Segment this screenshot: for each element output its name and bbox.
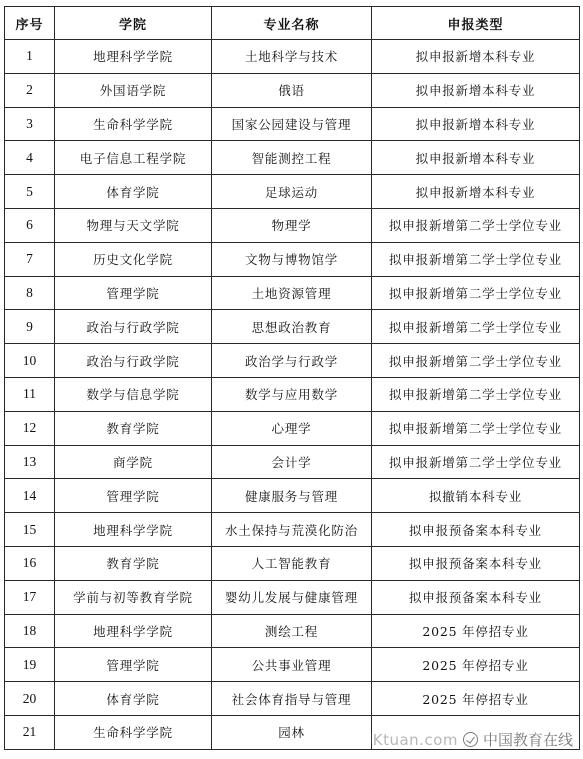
- cell-no: 14: [5, 479, 55, 513]
- cell-type: 拟申报新增第二学士学位专业: [372, 208, 580, 242]
- table-row: [5, 445, 580, 479]
- cell-major: 公共事业管理: [212, 648, 372, 682]
- table-row: [5, 614, 580, 648]
- cell-major: 心理学: [212, 411, 372, 445]
- cell-type: 拟申报新增第二学士学位专业: [372, 377, 580, 411]
- cell-college: 管理学院: [55, 648, 212, 682]
- table-row: [5, 242, 580, 276]
- header-no: 序号: [5, 7, 55, 40]
- cell-no: 18: [5, 614, 55, 648]
- cell-no: 6: [5, 208, 55, 242]
- cell-major: 俄语: [212, 73, 372, 107]
- cell-no: 12: [5, 411, 55, 445]
- cell-no: 10: [5, 344, 55, 378]
- cell-no: 5: [5, 175, 55, 209]
- table-row: [5, 682, 580, 716]
- cell-college: 地理科学学院: [55, 614, 212, 648]
- table-row: [5, 276, 580, 310]
- cell-college: 历史文化学院: [55, 242, 212, 276]
- cell-major: 社会体育指导与管理: [212, 682, 372, 716]
- cell-college: 外国语学院: [55, 73, 212, 107]
- cell-no: 2: [5, 73, 55, 107]
- header-type: 申报类型: [372, 7, 580, 40]
- cell-type: 拟申报新增第二学士学位专业: [372, 276, 580, 310]
- cell-major: 物理学: [212, 208, 372, 242]
- table-row: [5, 73, 580, 107]
- cell-no: 17: [5, 580, 55, 614]
- table-row: [5, 310, 580, 344]
- cell-no: 3: [5, 107, 55, 141]
- cell-type: 拟申报预备案本科专业: [372, 580, 580, 614]
- table-row: [5, 580, 580, 614]
- watermark-site: Ktuan.com: [372, 730, 458, 749]
- table-row: [5, 715, 580, 749]
- cell-no: 9: [5, 310, 55, 344]
- cell-no: 8: [5, 276, 55, 310]
- cell-no: 4: [5, 141, 55, 175]
- cell-major: 土地资源管理: [212, 276, 372, 310]
- table-header: [5, 7, 580, 40]
- cell-college: 政治与行政学院: [55, 344, 212, 378]
- table-row: [5, 141, 580, 175]
- cell-college: 学前与初等教育学院: [55, 580, 212, 614]
- major-application-table: [4, 6, 580, 750]
- cell-no: 7: [5, 242, 55, 276]
- cell-college: 管理学院: [55, 276, 212, 310]
- header-row: [5, 7, 580, 40]
- table-row: [5, 479, 580, 513]
- cell-type: 拟申报新增本科专业: [372, 107, 580, 141]
- table-row: [5, 107, 580, 141]
- cell-major: 思想政治教育: [212, 310, 372, 344]
- cell-type: 拟申报预备案本科专业: [372, 513, 580, 547]
- header-major: 专业名称: [212, 7, 372, 40]
- cell-college: 体育学院: [55, 175, 212, 209]
- cell-college: 生命科学学院: [55, 107, 212, 141]
- table-row: [5, 411, 580, 445]
- cell-major: 政治学与行政学: [212, 344, 372, 378]
- cell-no: 1: [5, 40, 55, 74]
- header-college: 学院: [55, 7, 212, 40]
- cell-type: 拟申报新增本科专业: [372, 73, 580, 107]
- cell-type: 拟申报新增本科专业: [372, 175, 580, 209]
- table-row: [5, 40, 580, 74]
- cell-college: 体育学院: [55, 682, 212, 716]
- table-row: [5, 175, 580, 209]
- cell-major: 文物与博物馆学: [212, 242, 372, 276]
- cell-college: 教育学院: [55, 411, 212, 445]
- cell-college: 数学与信息学院: [55, 377, 212, 411]
- cell-major: 水土保持与荒漠化防治: [212, 513, 372, 547]
- cell-major: 土地科学与技术: [212, 40, 372, 74]
- cell-type: 拟申报新增本科专业: [372, 141, 580, 175]
- cell-major: 国家公园建设与管理: [212, 107, 372, 141]
- table-row: [5, 344, 580, 378]
- cell-type: 2025 年停招专业: [372, 682, 580, 716]
- cell-major: 婴幼儿发展与健康管理: [212, 580, 372, 614]
- cell-no: 11: [5, 377, 55, 411]
- cell-major: 园林: [212, 715, 372, 749]
- cell-no: 15: [5, 513, 55, 547]
- cell-major: 数学与应用数学: [212, 377, 372, 411]
- table-row: [5, 208, 580, 242]
- table-row: [5, 546, 580, 580]
- cell-major: 足球运动: [212, 175, 372, 209]
- cell-type: 拟申报新增第二学士学位专业: [372, 242, 580, 276]
- table-row: [5, 377, 580, 411]
- watermark-text: 中国教育在线: [482, 731, 573, 749]
- cell-college: 电子信息工程学院: [55, 141, 212, 175]
- cell-type: 拟申报新增本科专业: [372, 40, 580, 74]
- cell-college: 教育学院: [55, 546, 212, 580]
- cell-major: 人工智能教育: [212, 546, 372, 580]
- cell-no: 21: [5, 715, 55, 749]
- cell-type: 拟申报预备案本科专业: [372, 546, 580, 580]
- cell-no: 16: [5, 546, 55, 580]
- cell-college: 地理科学学院: [55, 40, 212, 74]
- cell-college: 地理科学学院: [55, 513, 212, 547]
- cell-type: 2025 年停招专业: [372, 648, 580, 682]
- cell-type: 拟申报新增第二学士学位专业: [372, 445, 580, 479]
- cell-no: 19: [5, 648, 55, 682]
- cell-type: 拟申报新增第二学士学位专业: [372, 411, 580, 445]
- cell-type: [372, 715, 580, 749]
- cell-college: 管理学院: [55, 479, 212, 513]
- cell-major: 智能测控工程: [212, 141, 372, 175]
- cell-college: 物理与天文学院: [55, 208, 212, 242]
- table-row: [5, 513, 580, 547]
- table-row: [5, 648, 580, 682]
- cell-college: 政治与行政学院: [55, 310, 212, 344]
- cell-college: 商学院: [55, 445, 212, 479]
- cell-no: 13: [5, 445, 55, 479]
- cell-major: 测绘工程: [212, 614, 372, 648]
- cell-type: 2025 年停招专业: [372, 614, 580, 648]
- cell-college: 生命科学学院: [55, 715, 212, 749]
- cell-major: 会计学: [212, 445, 372, 479]
- cell-no: 20: [5, 682, 55, 716]
- cell-type: 拟撤销本科专业: [372, 479, 580, 513]
- cell-type: 拟申报新增第二学士学位专业: [372, 344, 580, 378]
- cell-major: 健康服务与管理: [212, 479, 372, 513]
- cell-type: 拟申报新增第二学士学位专业: [372, 310, 580, 344]
- table-body: [5, 40, 580, 750]
